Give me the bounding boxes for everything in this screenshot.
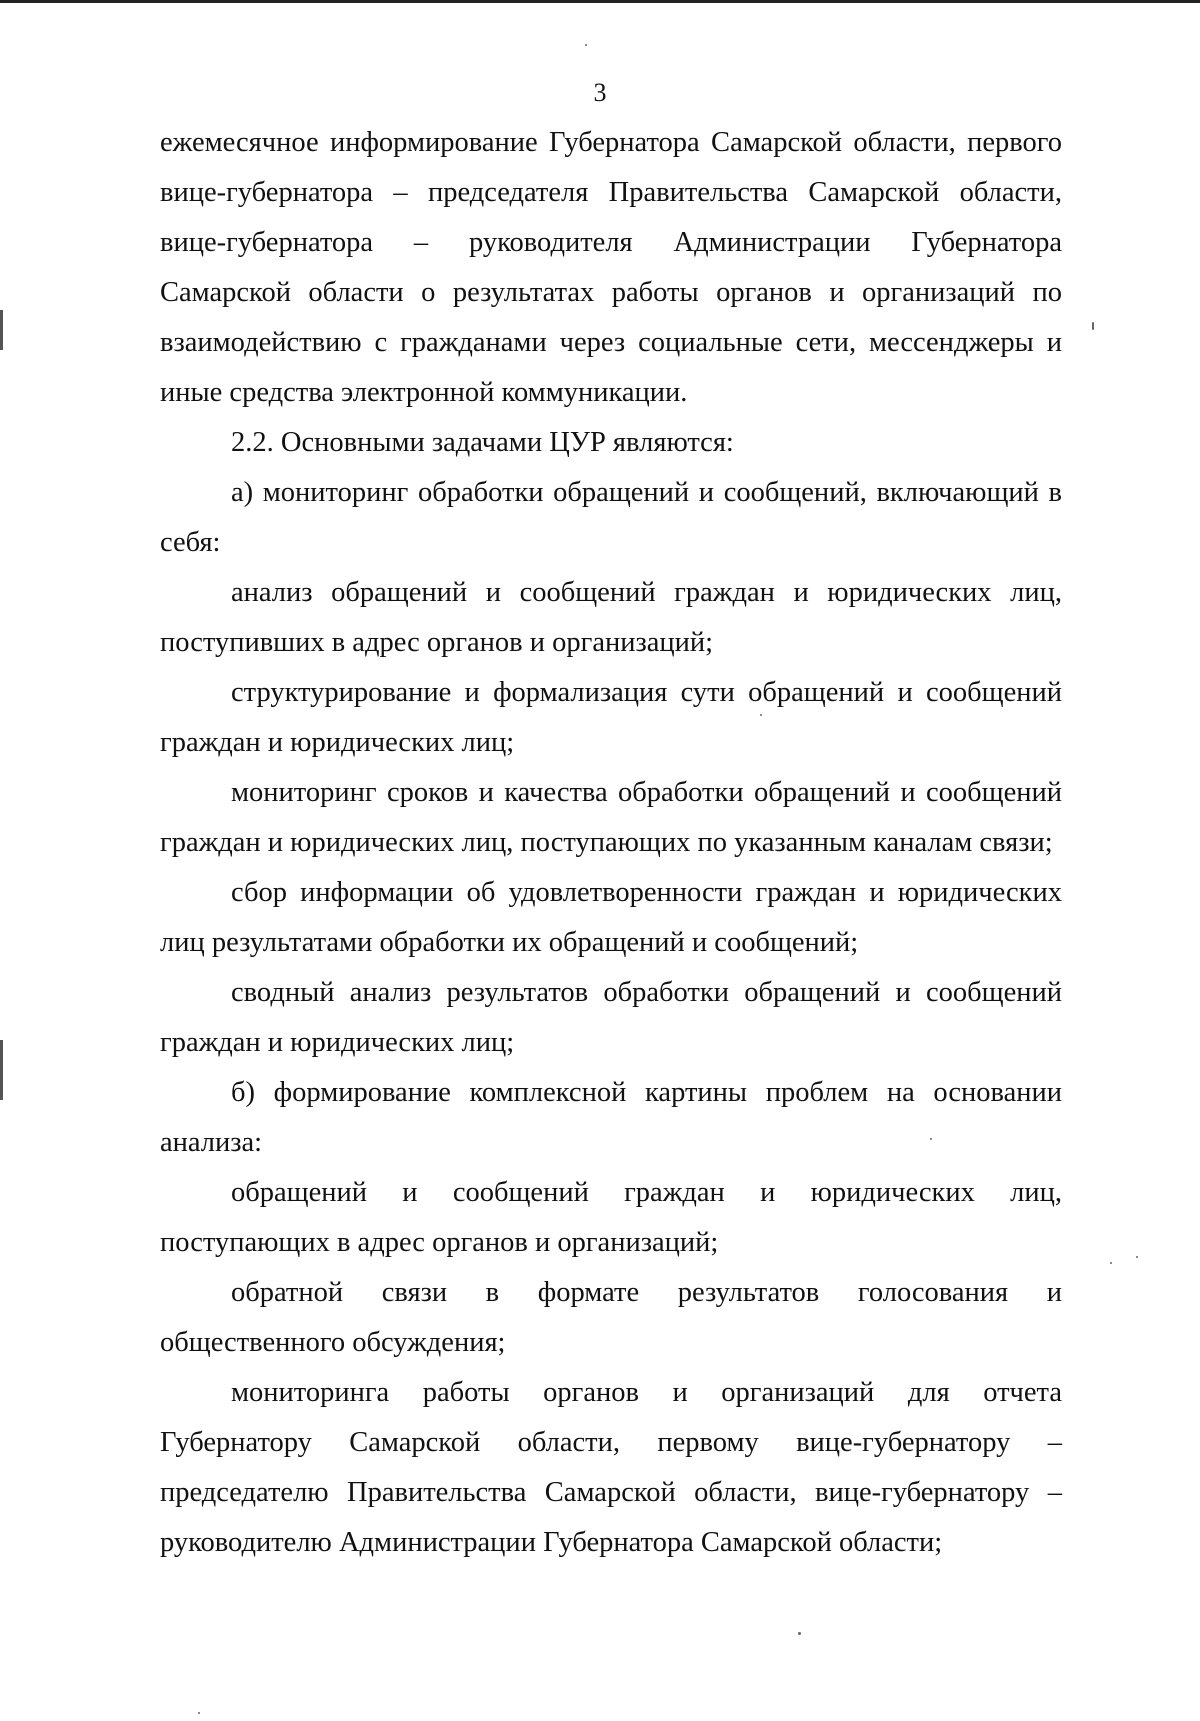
page-number: 3 [593,78,607,107]
paragraph: а) мониторинг обработки обращений и сообщений, включающий в себя: [160,477,1062,558]
scan-speck [585,44,587,46]
document-body [160,118,1062,1568]
paragraph: сводный анализ результатов обработки обращений и сообщений граждан и юридических лиц; [160,977,1062,1058]
scan-speck [798,1632,801,1635]
scan-speck [1092,322,1094,330]
paragraph: б) формирование комплексной картины проблем на основании анализа: [160,1077,1062,1158]
paragraph: структурирование и формализация сути обращений и сообщений граждан и юридических лиц; [160,677,1062,758]
paragraph: анализ обращений и сообщений граждан и юридических лиц, поступивших в адрес органов и организаций; [160,577,1062,658]
paragraph: сбор информации об удовлетворенности граждан и юридических лиц результатами обработки их обращений и сообщений; [160,877,1062,958]
paragraph: мониторинга работы органов и организаций для отчета Губернатору Самарской области, первому вице-губернатору – председателю Правительства Самарской области, вице-губернатору – руководителю Администрации Губернатора Самарской области; [160,1377,1062,1558]
scan-speck [198,1712,200,1714]
scan-left-edge-mark [0,1040,3,1100]
paragraph: обратной связи в формате результатов голосования и общественного обсуждения; [160,1277,1062,1358]
scan-top-border [0,0,1200,3]
paragraph: мониторинг сроков и качества обработки обращений и сообщений граждан и юридических лиц, поступающих по указанным каналам связи; [160,777,1062,858]
scan-speck [1110,1262,1112,1264]
scan-speck [1136,1256,1138,1258]
scan-left-edge-mark [0,310,3,350]
paragraph: 2.2. Основными задачами ЦУР являются: [231,427,734,458]
paragraph: обращений и сообщений граждан и юридических лиц, поступающих в адрес органов и организаций; [160,1177,1062,1258]
paragraph: ежемесячное информирование Губернатора Самарской области, первого вице-губернатора – председателя Правительства Самарской области, вице-губернатора – руководителя Администрации Губернатора Самарской области о результатах работы органов и организаций по взаимодействию с гражданами через социальные сети, мессенджеры и иные средства электронной коммуникации. [160,127,1062,408]
